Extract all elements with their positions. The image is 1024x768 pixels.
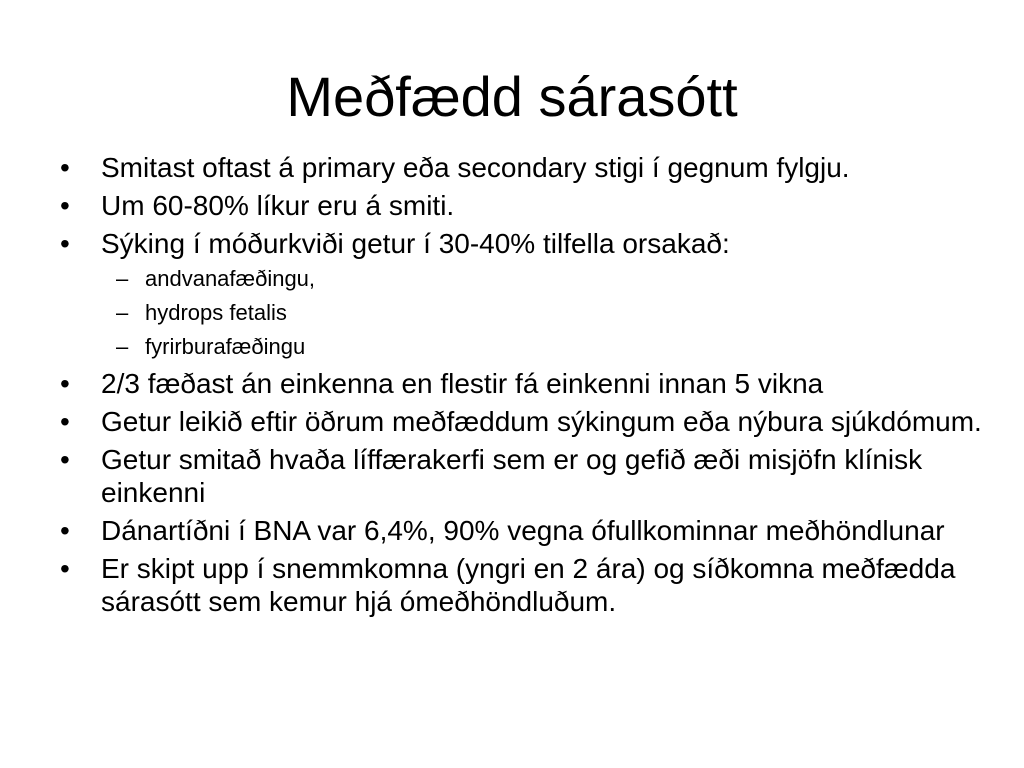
bullet-marker: • bbox=[60, 368, 70, 399]
bullet-marker: • bbox=[60, 228, 70, 259]
slide-title: Meðfædd sárasótt bbox=[286, 65, 738, 128]
bullet-marker: • bbox=[60, 444, 70, 475]
bullet-item bbox=[56, 405, 1004, 438]
bullet-marker: • bbox=[60, 152, 70, 183]
bullet-text: Um 60-80% líkur eru á smiti. bbox=[101, 190, 455, 221]
dash-marker: – bbox=[116, 334, 129, 359]
bullet-item bbox=[56, 189, 1004, 222]
bullet-item bbox=[56, 552, 1004, 618]
bullet-text: Er skipt upp í snemmkomna (yngri en 2 ára) og síðkomna meðfædda sárasótt sem kemur hjá ómeðhöndluðum. bbox=[101, 553, 956, 617]
bullet-item bbox=[56, 227, 1004, 260]
bullet-item bbox=[56, 151, 1004, 184]
bullet-marker: • bbox=[60, 406, 70, 437]
bullet-item bbox=[56, 514, 1004, 547]
sub-bullet-text: fyrirburafæðingu bbox=[145, 334, 306, 359]
bullet-marker: • bbox=[60, 515, 70, 546]
bullet-text: 2/3 fæðast án einkenna en flestir fá einkenni innan 5 vikna bbox=[101, 368, 824, 399]
bullet-text: Getur smitað hvaða líffærakerfi sem er og gefið æði misjöfn klínisk einkenni bbox=[101, 444, 923, 508]
dash-marker: – bbox=[116, 300, 129, 325]
bullet-marker: • bbox=[60, 190, 70, 221]
bullet-text: Sýking í móðurkviði getur í 30-40% tilfella orsakað: bbox=[101, 228, 730, 259]
bullet-marker: • bbox=[60, 553, 70, 584]
sub-bullet-text: andvanafæðingu, bbox=[145, 266, 316, 291]
sub-bullet-item bbox=[56, 299, 1004, 327]
dash-marker: – bbox=[116, 266, 129, 291]
bullet-text: Getur leikið eftir öðrum meðfæddum sýkingum eða nýbura sjúkdómum. bbox=[101, 406, 982, 437]
sub-bullet-item bbox=[56, 333, 1004, 361]
sub-bullet-text: hydrops fetalis bbox=[145, 300, 287, 325]
bullet-text: Smitast oftast á primary eða secondary stigi í gegnum fylgju. bbox=[101, 152, 850, 183]
bullet-item bbox=[56, 367, 1004, 400]
bullet-item bbox=[56, 443, 1004, 509]
bullet-text: Dánartíðni í BNA var 6,4%, 90% vegna ófullkominnar meðhöndlunar bbox=[101, 515, 945, 546]
bullet-list bbox=[56, 151, 1004, 623]
sub-bullet-item bbox=[56, 265, 1004, 293]
